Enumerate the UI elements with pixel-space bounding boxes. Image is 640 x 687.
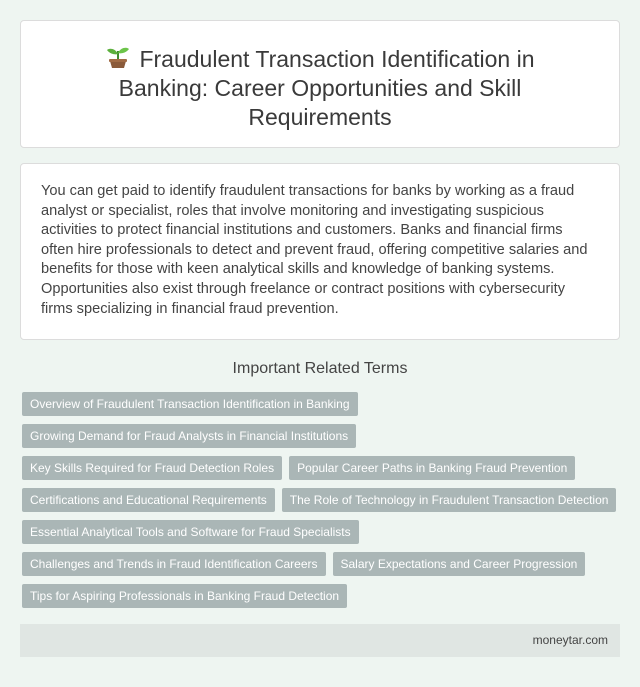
related-term-tag[interactable]: Overview of Fraudulent Transaction Identification in Banking: [22, 392, 358, 416]
related-term-tag[interactable]: Key Skills Required for Fraud Detection Roles: [22, 456, 282, 480]
related-term-tag[interactable]: Certifications and Educational Requirements: [22, 488, 275, 512]
related-term-tag[interactable]: Challenges and Trends in Fraud Identification Careers: [22, 552, 326, 576]
related-terms-heading: Important Related Terms: [232, 360, 408, 377]
page-title: [21, 21, 619, 132]
related-term-tag[interactable]: Tips for Aspiring Professionals in Banking Fraud Detection: [22, 584, 347, 608]
related-terms-list: [22, 392, 622, 608]
footer-site-name[interactable]: moneytar.com: [532, 633, 608, 647]
description-paragraph: You can get paid to identify fraudulent transactions for banks by working as a fraud analyst or specialist, roles that involve monitoring and investigating suspicious activities to protect financial institutions and customers. Banks and financial firms often hire professionals to detect and prevent fraud, offering competitive salaries and benefits for those with keen analytical skills and knowledge of banking systems. Opportunities also exist through freelance or contract positions with cybersecurity firms specializing in financial fraud prevention.: [41, 183, 588, 317]
related-term-tag[interactable]: Salary Expectations and Career Progression: [333, 552, 586, 576]
related-term-tag[interactable]: Essential Analytical Tools and Software for Fraud Specialists: [22, 520, 359, 544]
related-term-tag[interactable]: The Role of Technology in Fraudulent Transaction Detection: [282, 488, 617, 512]
title-card: [20, 20, 620, 148]
description-card: [20, 163, 620, 340]
sprout-icon: [105, 45, 131, 69]
related-term-tag[interactable]: Growing Demand for Fraud Analysts in Financial Institutions: [22, 424, 356, 448]
footer: [20, 624, 620, 657]
related-term-tag[interactable]: Popular Career Paths in Banking Fraud Prevention: [289, 456, 575, 480]
page-title-text: Fraudulent Transaction Identification in Banking: Career Opportunities and Skill Requirements: [118, 46, 535, 130]
